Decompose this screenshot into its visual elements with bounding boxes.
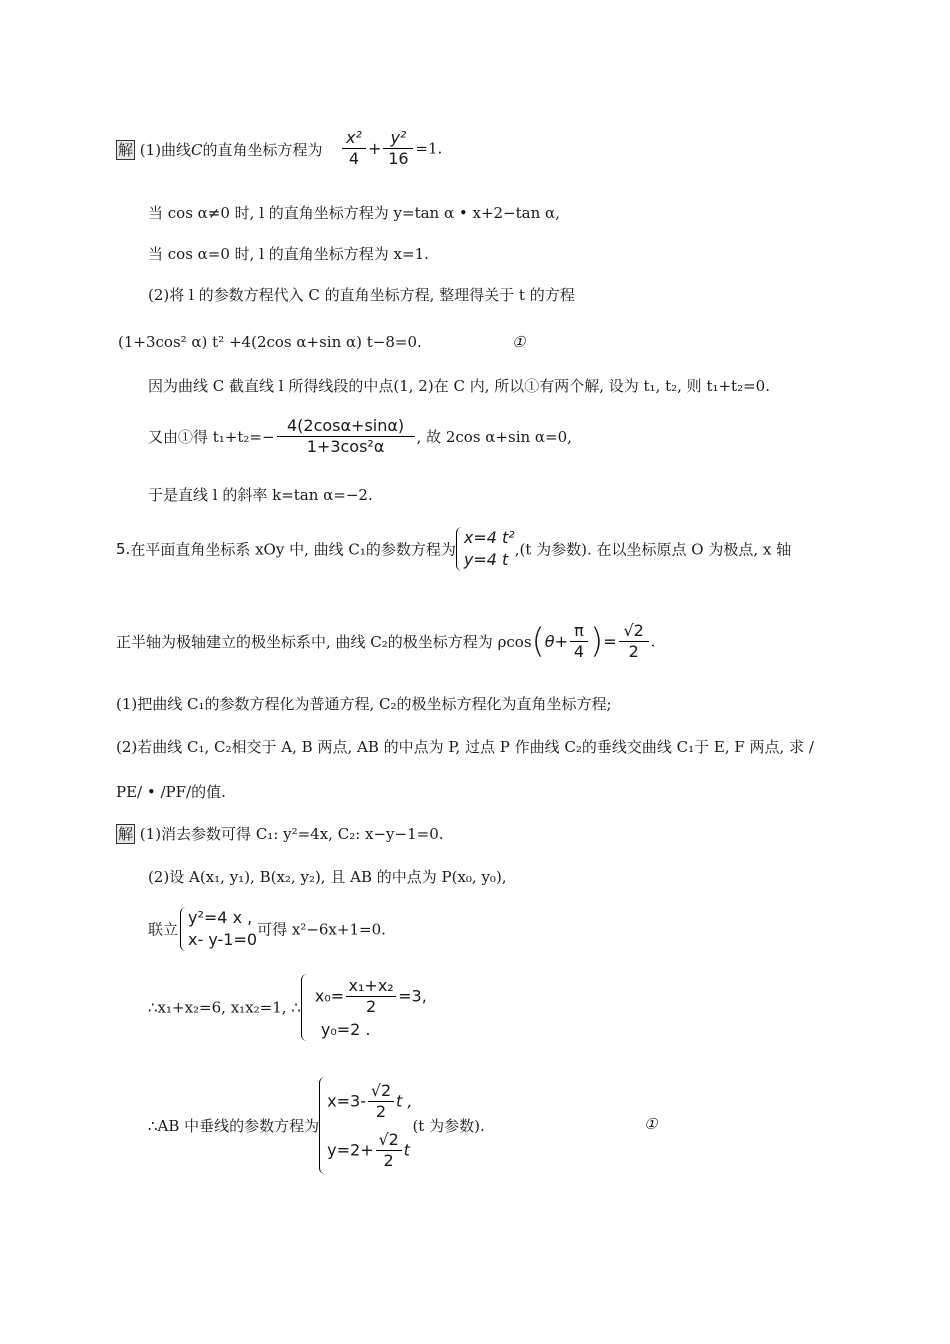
problem5-question2: (2)若曲线 C₁, C₂相交于 A, B 两点, AB 的中点为 P, 过点 P 作曲线 C₂的垂线交曲线 C₁于 E, F 两点, 求 / <box>116 738 814 756</box>
intersection-system: y²=4 x , x- y-1=0 <box>180 907 257 951</box>
fraction-midpoint-x: $\frac{\text{x₁+x₂}}{2}$ <box>346 976 396 1017</box>
curve-c1-parametric-system: x=4 t² y=4 t <box>456 527 515 571</box>
problem5-line1: 5.在平面直角坐标系 xOy 中, 曲线 C₁的参数方程为 x=4 t² y=4 t ,(t 为参数). 在以坐标原点 O 为极点, x 轴 <box>116 528 792 569</box>
equation-mark-1: ① <box>512 333 526 351</box>
solution4-line6: 因为曲线 C 截直线 l 所得线段的中点(1, 2)在 C 内, 所以①有两个解, 设为 t₁, t₂, 则 t₁+t₂=0. <box>148 377 770 395</box>
fraction-y2-over-16: $\frac{\text{y²}}{16}$ <box>383 128 413 169</box>
solution5-line4: ∴x₁+x₂=6, x₁x₂=1, ∴ x₀= $\frac{\text{x₁+x₂}}{2}$ =3, y₀=2 . <box>148 976 427 1039</box>
solution4-line4: (2)将 l 的参数方程代入 C 的直角坐标方程, 整理得关于 t 的方程 <box>148 286 575 304</box>
solution5-line2: (2)设 A(x₁, y₁), B(x₂, y₂), 且 AB 的中点为 P(x₀, y₀), <box>148 868 507 886</box>
solution4-line2: 当 cos α≠0 时, l 的直角坐标方程为 y=tan α • x+2−tan α, <box>148 204 560 222</box>
fraction-x2-over-4: $\frac{\text{x²}}{4}$ <box>342 128 366 169</box>
fraction-root2-over-2: $\frac{√2}{2}$ <box>368 1081 394 1122</box>
solution5-line1: 解 (1)消去参数可得 C₁: y²=4x, C₂: x−y−1=0. <box>118 825 444 843</box>
solution5-line3: 联立 y²=4 x , x- y-1=0 可得 x²−6x+1=0. <box>148 908 386 949</box>
solution4-line7: 又由①得 t₁+t₂=− $\frac{4(2\cos\alpha+\sin\alpha)}{\text{1+3cos²α}}$ , 故 2cos α+sin α=0, <box>148 416 572 456</box>
fraction-root2-over-2: $\frac{√2}{2}$ <box>376 1130 402 1171</box>
ellipse-equation: $\frac{\text{x²}}{4}$ + $\frac{\text{y²}}{16}$ =1. <box>340 128 442 169</box>
solution4-line8: 于是直线 l 的斜率 k=tan α=−2. <box>148 486 373 504</box>
solution4-line5: (1+3cos² α) t² +4(2cos α+sin α) t−8=0. <box>118 333 422 351</box>
problem-number: 5. <box>116 540 131 558</box>
fraction-pi-over-4: $\frac{\pi}{4}$ <box>570 621 588 662</box>
problem5-question2-cont: PE/ • /PF/的值. <box>116 783 226 801</box>
solution-tag: 解 <box>118 825 134 843</box>
solution5-line5: ∴AB 中垂线的参数方程为 x=3- $\frac{√2}{2}$ t , y=2+ $\frac{√2}{2}$ t (t 为参数). <box>148 1077 485 1174</box>
midpoint-system: x₀= $\frac{\text{x₁+x₂}}{2}$ =3, y₀=2 . <box>301 974 427 1041</box>
solution-tag: 解 <box>118 141 134 159</box>
perpendicular-bisector-system: x=3- $\frac{√2}{2}$ t , y=2+ $\frac{√2}{2}$ t <box>319 1077 412 1174</box>
problem5-question1: (1)把曲线 C₁的参数方程化为普通方程, C₂的极坐标方程化为直角坐标方程; <box>116 695 612 713</box>
problem5-line2: 正半轴为极轴建立的极坐标系中, 曲线 C₂的极坐标方程为 ρcos(θ+ $\frac{\pi}{4}$ )= $\frac{√2}{2}$ . <box>116 621 656 662</box>
solution4-line1: 解 (1)曲线C的直角坐标方程为 <box>118 141 323 159</box>
fraction-root2-over-2: $\frac{√2}{2}$ <box>619 621 649 662</box>
fraction-sum-t: $\frac{4(2\cos\alpha+\sin\alpha)}{\text{1+3cos²α}}$ <box>277 416 415 457</box>
solution4-line3: 当 cos α=0 时, l 的直角坐标方程为 x=1. <box>148 245 429 263</box>
equation-mark-1: ① <box>644 1115 658 1133</box>
